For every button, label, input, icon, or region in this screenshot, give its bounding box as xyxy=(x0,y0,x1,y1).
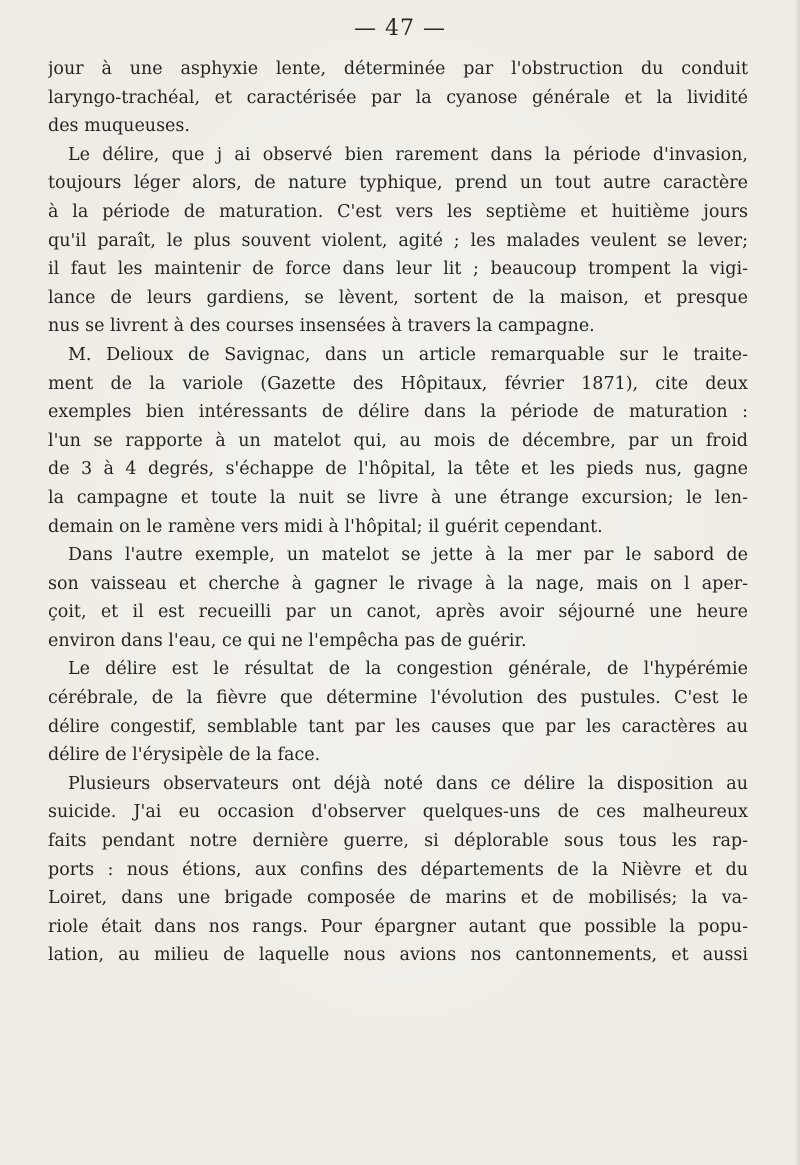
text-line: des muqueuses. xyxy=(48,116,190,137)
text-line: lance de leurs gardiens, se lèvent, sortent de la maison, et presque xyxy=(48,287,748,308)
text-line: çoit, et il est recueilli par un canot, après avoir séjourné une heure xyxy=(48,602,748,623)
page-edge-shadow xyxy=(794,0,800,1165)
text-line: de 3 à 4 degrés, s'échappe de l'hôpital, la tête et les pieds nus, gagne xyxy=(48,459,748,480)
text-line: délire congestif, semblable tant par les causes que par les caractères au xyxy=(48,716,748,737)
text-line: Le délire, que j ai observé bien rarement dans la période d'invasion, xyxy=(68,144,748,165)
text-line: lation, au milieu de laquelle nous avions nos cantonnements, et aussi xyxy=(48,945,748,966)
text-line: riole était dans nos rangs. Pour épargner autant que possible la popu- xyxy=(48,916,748,937)
text-line: cérébrale, de la fièvre que détermine l'évolution des pustules. C'est le xyxy=(48,688,748,709)
text-line: ment de la variole (Gazette des Hôpitaux, février 1871), cite deux xyxy=(48,373,748,394)
text-line: ports : nous étions, aux confins des départements de la Nièvre et du xyxy=(48,859,748,880)
body-text xyxy=(48,55,748,970)
text-line: M. Delioux de Savignac, dans un article remarquable sur le traite- xyxy=(68,344,748,365)
text-line: Le délire est le résultat de la congestion générale, de l'hypérémie xyxy=(68,659,748,680)
text-line: jour à une asphyxie lente, déterminée par l'obstruction du conduit xyxy=(48,59,748,79)
text-line: Loiret, dans une brigade composée de marins et de mobilisés; la va- xyxy=(48,888,748,909)
text-line: laryngo-trachéal, et caractérisée par la cyanose générale et la lividité xyxy=(48,87,748,108)
text-line: la campagne et toute la nuit se livre à une étrange excursion; le len- xyxy=(48,487,748,508)
text-line: à la période de maturation. C'est vers les septième et huitième jours xyxy=(48,201,748,222)
text-line: environ dans l'eau, ce qui ne l'empêcha pas de guérir. xyxy=(48,630,527,651)
text-line: demain on le ramène vers midi à l'hôpital; il guérit cependant. xyxy=(48,516,603,537)
text-line: délire de l'érysipèle de la face. xyxy=(48,745,321,766)
text-line: il faut les maintenir de force dans leur lit ; beaucoup trompent la vigi- xyxy=(48,259,748,280)
text-line: qu'il paraît, le plus souvent violent, agité ; les malades veulent se lever; xyxy=(48,230,748,251)
text-line: toujours léger alors, de nature typhique, prend un tout autre caractère xyxy=(48,173,748,194)
text-line: faits pendant notre dernière guerre, si déplorable sous tous les rap- xyxy=(48,831,748,852)
page-number: — 47 — xyxy=(354,16,446,41)
text-line: Dans l'autre exemple, un matelot se jette à la mer par le sabord de xyxy=(68,545,748,566)
text-line: suicide. J'ai eu occasion d'observer quelques-uns de ces malheureux xyxy=(48,802,748,823)
text-line: nus se livrent à des courses insensées à travers la campagne. xyxy=(48,316,595,337)
text-line: exemples bien intéressants de délire dans la période de maturation : xyxy=(48,402,748,423)
text-line: Plusieurs observateurs ont déjà noté dans ce délire la disposition au xyxy=(68,773,748,794)
text-line: l'un se rapporte à un matelot qui, au mois de décembre, par un froid xyxy=(48,430,748,451)
text-line: son vaisseau et cherche à gagner le rivage à la nage, mais on l aper- xyxy=(48,573,748,594)
